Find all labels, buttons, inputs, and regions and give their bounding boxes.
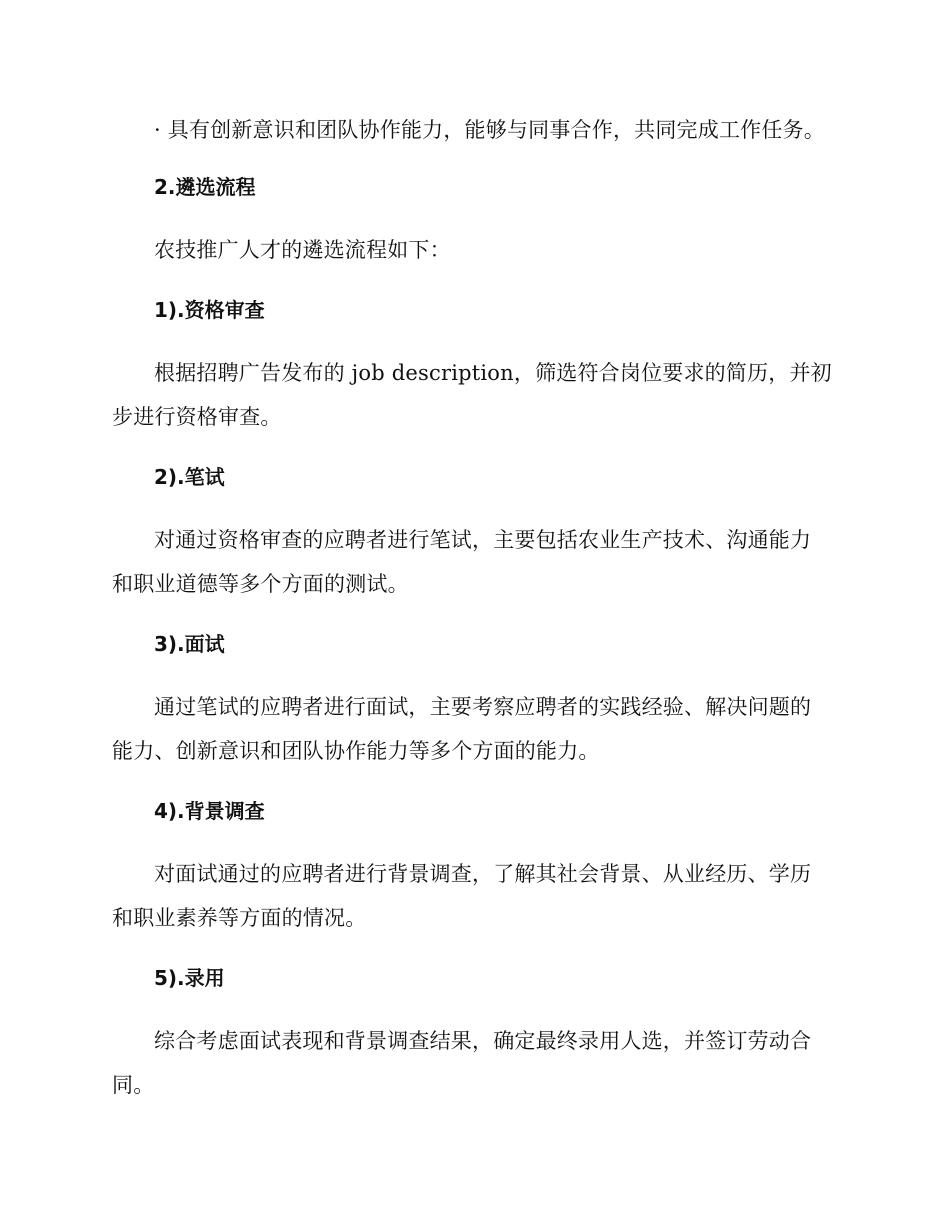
intro-paragraph: 农技推广人才的遴选流程如下： <box>154 238 451 262</box>
step-text-background-check: 对面试通过的应聘者进行背景调查，了解其社会背景、从业经历、学历和职业素养等方面的情况。 <box>112 862 812 930</box>
section-heading: 2.遴选流程 <box>154 175 256 199</box>
step-heading-background-check: 4).背景调查 <box>154 799 265 823</box>
step-text-interview: 通过笔试的应聘者进行面试，主要考察应聘者的实践经验、解决问题的能力、创新意识和团队协作能力等多个方面的能力。 <box>112 695 812 763</box>
step-heading-interview: 3).面试 <box>154 632 225 656</box>
document-page <box>112 108 832 1128</box>
step-text-hiring: 综合考虑面试表现和背景调查结果，确定最终录用人选，并签订劳动合同。 <box>112 1029 812 1097</box>
step-heading-written-test: 2).笔试 <box>154 465 225 489</box>
step-text-qualification: 根据招聘广告发布的 job description，筛选符合岗位要求的简历，并初步进行资格审查。 <box>112 361 832 429</box>
step-heading-hiring: 5).录用 <box>154 966 225 990</box>
bullet-paragraph: · 具有创新意识和团队协作能力，能够与同事合作，共同完成工作任务。 <box>154 118 825 142</box>
step-text-written-test: 对通过资格审查的应聘者进行笔试，主要包括农业生产技术、沟通能力和职业道德等多个方面的测试。 <box>112 528 812 596</box>
step-heading-qualification: 1).资格审查 <box>154 298 265 322</box>
